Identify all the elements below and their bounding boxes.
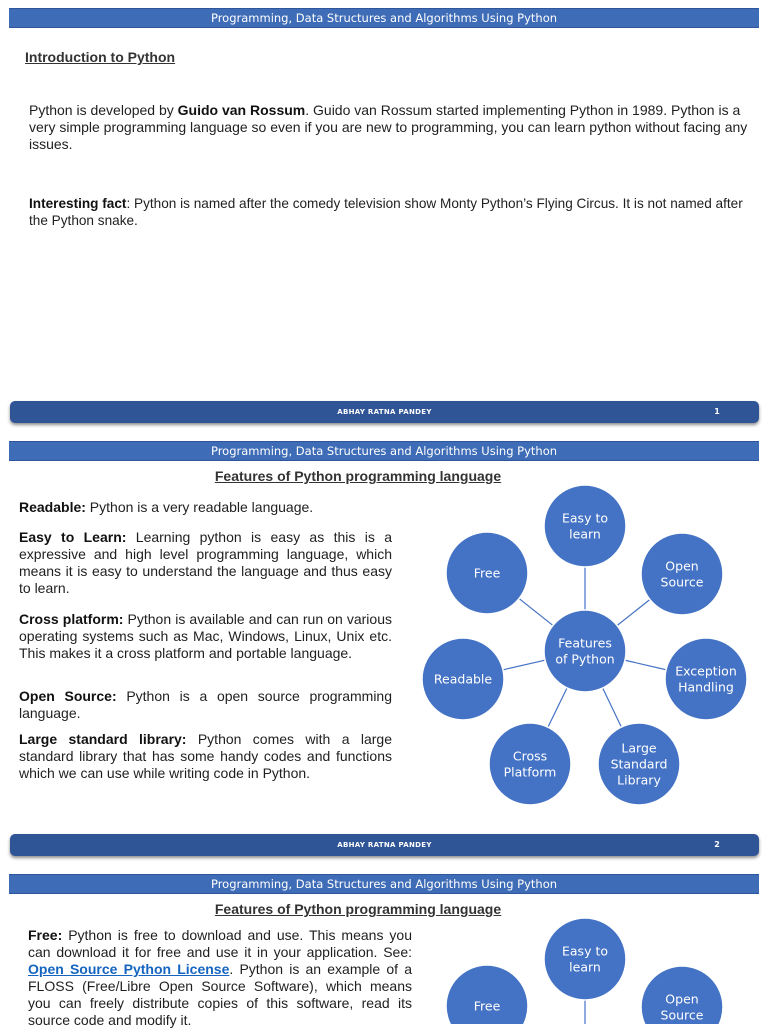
fact-text: : Python is named after the comedy television show Monty Python’s Flying Circus. It is not named after the Python snake. (29, 196, 743, 228)
feature-text: Python is free to download and use. This means you can download it for free and use it in your application. See: (28, 927, 412, 960)
feature-text-cont: . Python is an example of a FLOSS (Free/Libre Open Source Software), which means you can freely distribute copies of this software, read its source code and modify it. (28, 961, 413, 1028)
author-name: Guido van Rossum (177, 102, 306, 118)
p2-node-center-label: of Python (555, 651, 615, 667)
p2-node-free-label: Free (473, 565, 501, 581)
intro-text-end: . Guido van Rossum started implementing Python in 1989. Python is a very simple programming language so even if you are new to programming, you can learn python without facing any issues. (29, 102, 748, 152)
feature-text: Python comes with a large standard library that has some handy codes and functions which we can use while writing code in Python. (19, 731, 392, 781)
p2-node-center-label: Features (558, 635, 612, 651)
feature-label: Readable: (19, 499, 86, 515)
p2-node-large-standard-library-label: Library (617, 772, 661, 788)
feature-text: Python is a open source programming language. (19, 688, 393, 721)
header-title: Programming, Data Structures and Algorithms Using Python (210, 444, 558, 458)
p2-node-exception-handling-label: Handling (678, 679, 734, 695)
p2-node-easy-to-learn-label: learn (569, 526, 601, 542)
p2-node-easy-to-learn-label: Easy to (562, 510, 608, 526)
p2-node-large-standard-library-label: Standard (610, 756, 668, 772)
page-title: Introduction to Python (25, 49, 176, 65)
header-title: Programming, Data Structures and Algorithms Using Python (210, 877, 558, 891)
p2-node-readable-label: Readable (433, 671, 493, 687)
p3-node-easy-to-learn-label: learn (569, 959, 601, 975)
p3-node-easy-to-learn-label: Easy to (562, 943, 608, 959)
p2-node-cross-platform-label: Cross (512, 748, 548, 764)
feature-label: Open Source: (19, 688, 117, 704)
feature-label: Large standard library: (19, 731, 187, 747)
footer-author: ABHAY RATNA PANDEY (337, 841, 432, 849)
page-title: Features of Python programming language (214, 468, 502, 484)
page-number: 1 (714, 407, 720, 416)
p3-node-free-label: Free (473, 998, 501, 1014)
p2-node-exception-handling-label: Exception (675, 663, 737, 679)
header-title: Programming, Data Structures and Algorithms Using Python (210, 11, 558, 25)
license-link[interactable]: Open Source Python License (28, 961, 230, 977)
page-title: Features of Python programming language (214, 901, 502, 917)
p2-node-cross-platform-label: Platform (503, 764, 557, 780)
footer-author: ABHAY RATNA PANDEY (337, 408, 432, 416)
p3-node-free (446, 965, 528, 1024)
p3-node-open-source-label: Open (665, 991, 699, 1007)
feature-text: Python is available and can run on various operating systems such as Mac, Windows, Linux, Unix etc. This makes it a cross platform and portable language. (19, 611, 392, 661)
p2-node-large-standard-library-label: Large (621, 740, 657, 756)
p3-node-open-source-label: Source (660, 1007, 704, 1023)
p2-node-open-source-label: Open (665, 558, 699, 574)
intro-text-start: Python is developed by (29, 102, 178, 118)
p2-node-open-source-label: Source (660, 574, 704, 590)
feature-label: Free: (28, 927, 63, 943)
feature-label: Cross platform: (19, 611, 124, 627)
feature-text: Learning python is easy as this is a expressive and high level programming language, which means it is easy to understand the language and thus easy to learn. (19, 529, 392, 596)
fact-label: Interesting fact (29, 196, 127, 211)
feature-text: Python is a very readable language. (85, 499, 314, 515)
feature-label: Easy to Learn: (19, 529, 127, 545)
page-number: 2 (714, 840, 720, 849)
